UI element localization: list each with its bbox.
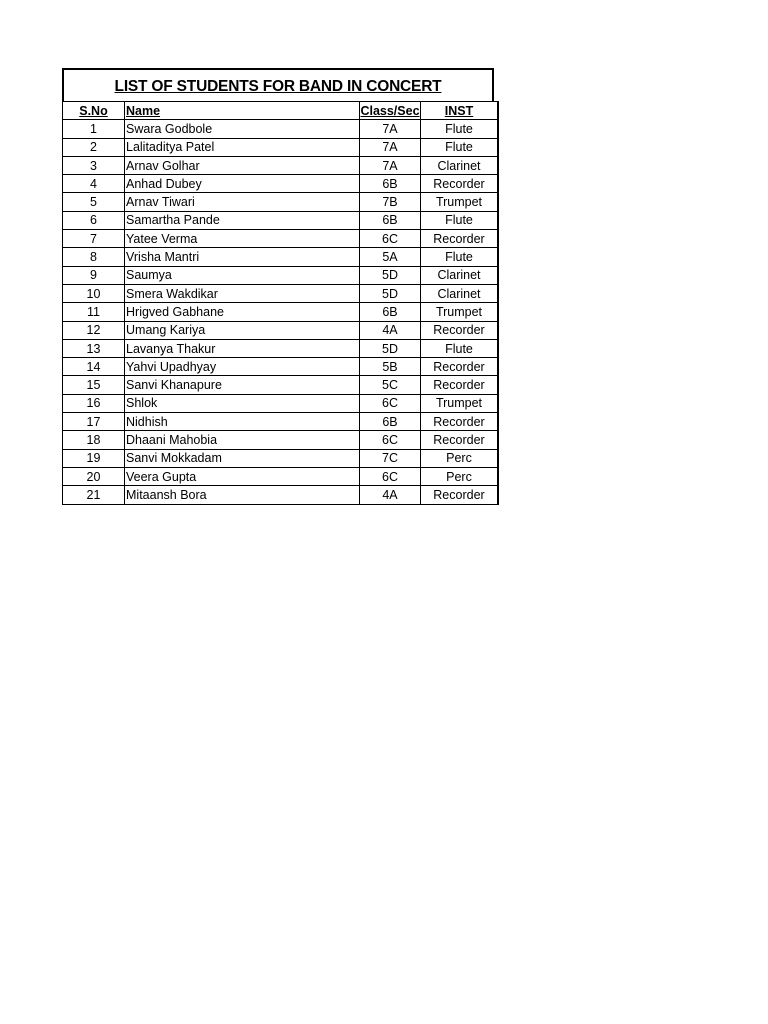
cell-name: Shlok <box>125 394 360 412</box>
table-row <box>63 193 499 211</box>
cell-name: Arnav Tiwari <box>125 193 360 211</box>
table-row <box>63 358 499 376</box>
page-title: LIST OF STUDENTS FOR BAND IN CONCERT <box>114 77 442 95</box>
table-row <box>63 211 499 229</box>
table-row <box>63 230 499 248</box>
cell-class-sec: 7A <box>360 156 421 174</box>
cell-class-sec: 4A <box>360 321 421 339</box>
student-list-sheet <box>62 68 494 505</box>
cell-class-sec: 6B <box>360 303 421 321</box>
cell-name: Veera Gupta <box>125 467 360 485</box>
cell-class-sec: 6B <box>360 211 421 229</box>
cell-class-sec: 6B <box>360 413 421 431</box>
cell-class-sec: 7A <box>360 120 421 138</box>
cell-inst: Clarinet <box>421 156 499 174</box>
header-class-sec: Class/Sec <box>360 102 421 120</box>
cell-class-sec: 6C <box>360 431 421 449</box>
cell-class-sec: 7A <box>360 138 421 156</box>
cell-name: Yahvi Upadhyay <box>125 358 360 376</box>
cell-class-sec: 7B <box>360 193 421 211</box>
cell-class-sec: 6C <box>360 467 421 485</box>
cell-name: Sanvi Khanapure <box>125 376 360 394</box>
cell-class-sec: 4A <box>360 486 421 504</box>
cell-sno: 1 <box>63 120 125 138</box>
cell-inst: Recorder <box>421 413 499 431</box>
table-header-row <box>63 102 499 120</box>
cell-class-sec: 5D <box>360 284 421 302</box>
cell-sno: 17 <box>63 413 125 431</box>
cell-class-sec: 6B <box>360 175 421 193</box>
table-row <box>63 431 499 449</box>
cell-inst: Recorder <box>421 358 499 376</box>
cell-sno: 14 <box>63 358 125 376</box>
table-row <box>63 449 499 467</box>
table-body <box>63 120 499 504</box>
cell-inst: Trumpet <box>421 394 499 412</box>
table-row <box>63 138 499 156</box>
cell-inst: Flute <box>421 211 499 229</box>
cell-sno: 15 <box>63 376 125 394</box>
table-row <box>63 120 499 138</box>
cell-sno: 21 <box>63 486 125 504</box>
cell-sno: 19 <box>63 449 125 467</box>
cell-inst: Flute <box>421 248 499 266</box>
cell-name: Dhaani Mahobia <box>125 431 360 449</box>
cell-sno: 10 <box>63 284 125 302</box>
cell-sno: 20 <box>63 467 125 485</box>
students-table <box>62 101 499 505</box>
header-inst: INST <box>421 102 499 120</box>
cell-inst: Perc <box>421 467 499 485</box>
cell-inst: Clarinet <box>421 284 499 302</box>
cell-sno: 9 <box>63 266 125 284</box>
cell-name: Anhad Dubey <box>125 175 360 193</box>
cell-class-sec: 6C <box>360 230 421 248</box>
cell-name: Swara Godbole <box>125 120 360 138</box>
title-cell <box>62 68 494 101</box>
cell-inst: Perc <box>421 449 499 467</box>
cell-inst: Flute <box>421 339 499 357</box>
cell-name: Vrisha Mantri <box>125 248 360 266</box>
table-row <box>63 303 499 321</box>
cell-name: Samartha Pande <box>125 211 360 229</box>
cell-class-sec: 5D <box>360 339 421 357</box>
cell-inst: Recorder <box>421 230 499 248</box>
cell-name: Nidhish <box>125 413 360 431</box>
cell-class-sec: 5D <box>360 266 421 284</box>
table-row <box>63 321 499 339</box>
cell-sno: 12 <box>63 321 125 339</box>
cell-name: Lalitaditya Patel <box>125 138 360 156</box>
header-sno: S.No <box>63 102 125 120</box>
cell-name: Sanvi Mokkadam <box>125 449 360 467</box>
table-row <box>63 284 499 302</box>
cell-sno: 3 <box>63 156 125 174</box>
cell-inst: Flute <box>421 138 499 156</box>
table-row <box>63 467 499 485</box>
cell-name: Umang Kariya <box>125 321 360 339</box>
table-row <box>63 266 499 284</box>
cell-inst: Clarinet <box>421 266 499 284</box>
cell-sno: 11 <box>63 303 125 321</box>
table-row <box>63 248 499 266</box>
cell-inst: Recorder <box>421 175 499 193</box>
table-row <box>63 413 499 431</box>
table-row <box>63 339 499 357</box>
cell-name: Saumya <box>125 266 360 284</box>
cell-class-sec: 5A <box>360 248 421 266</box>
cell-name: Mitaansh Bora <box>125 486 360 504</box>
cell-sno: 2 <box>63 138 125 156</box>
cell-sno: 8 <box>63 248 125 266</box>
cell-name: Hrigved Gabhane <box>125 303 360 321</box>
header-name: Name <box>125 102 360 120</box>
cell-inst: Recorder <box>421 486 499 504</box>
table-row <box>63 394 499 412</box>
cell-class-sec: 7C <box>360 449 421 467</box>
cell-class-sec: 5B <box>360 358 421 376</box>
cell-inst: Flute <box>421 120 499 138</box>
cell-sno: 18 <box>63 431 125 449</box>
cell-name: Arnav Golhar <box>125 156 360 174</box>
cell-sno: 13 <box>63 339 125 357</box>
cell-name: Smera Wakdikar <box>125 284 360 302</box>
cell-sno: 6 <box>63 211 125 229</box>
cell-sno: 5 <box>63 193 125 211</box>
table-row <box>63 156 499 174</box>
cell-sno: 7 <box>63 230 125 248</box>
cell-sno: 4 <box>63 175 125 193</box>
cell-name: Lavanya Thakur <box>125 339 360 357</box>
table-row <box>63 175 499 193</box>
table-row <box>63 376 499 394</box>
cell-inst: Recorder <box>421 431 499 449</box>
cell-inst: Recorder <box>421 321 499 339</box>
cell-name: Yatee Verma <box>125 230 360 248</box>
cell-inst: Trumpet <box>421 303 499 321</box>
cell-inst: Trumpet <box>421 193 499 211</box>
cell-class-sec: 6C <box>360 394 421 412</box>
cell-class-sec: 5C <box>360 376 421 394</box>
cell-sno: 16 <box>63 394 125 412</box>
table-row <box>63 486 499 504</box>
cell-inst: Recorder <box>421 376 499 394</box>
